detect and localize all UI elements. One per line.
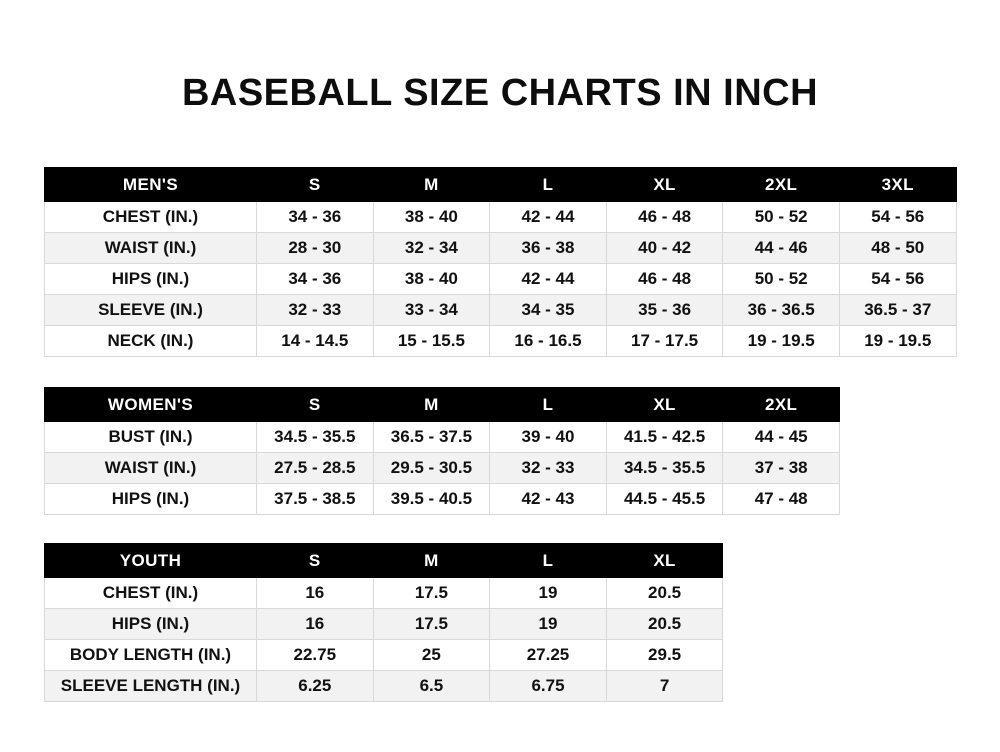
youth-table-wrapper — [44, 543, 956, 702]
mens-header-m: M — [373, 168, 490, 202]
table-cell: 36.5 - 37 — [839, 295, 956, 326]
row-label: SLEEVE LENGTH (IN.) — [45, 671, 257, 702]
table-header-row — [45, 168, 957, 202]
table-cell: 48 - 50 — [839, 233, 956, 264]
table-cell: 54 - 56 — [839, 264, 956, 295]
womens-size-table — [44, 387, 840, 515]
table-cell: 47 - 48 — [723, 484, 840, 515]
youth-header-l: L — [490, 544, 607, 578]
table-cell: 6.75 — [490, 671, 607, 702]
table-cell: 44 - 46 — [723, 233, 840, 264]
table-cell: 42 - 43 — [490, 484, 607, 515]
row-label: BODY LENGTH (IN.) — [45, 640, 257, 671]
row-label: HIPS (IN.) — [45, 484, 257, 515]
table-cell: 35 - 36 — [606, 295, 723, 326]
table-header-row — [45, 544, 723, 578]
table-row — [45, 640, 723, 671]
tables-container — [0, 167, 1000, 702]
mens-size-table — [44, 167, 957, 357]
table-cell: 37.5 - 38.5 — [257, 484, 374, 515]
page-title: BASEBALL SIZE CHARTS IN INCH — [181, 72, 819, 114]
mens-header-l: L — [490, 168, 607, 202]
mens-header-3xl: 3XL — [839, 168, 956, 202]
mens-header-category: MEN'S — [45, 168, 257, 202]
table-cell: 32 - 34 — [373, 233, 490, 264]
table-row — [45, 202, 957, 233]
table-cell: 20.5 — [606, 578, 723, 609]
table-cell: 34 - 36 — [257, 264, 374, 295]
table-cell: 50 - 52 — [723, 202, 840, 233]
table-cell: 40 - 42 — [606, 233, 723, 264]
table-cell: 19 — [490, 609, 607, 640]
table-cell: 32 - 33 — [490, 453, 607, 484]
womens-table-wrapper — [44, 387, 956, 515]
row-label: WAIST (IN.) — [45, 233, 257, 264]
mens-header-s: S — [257, 168, 374, 202]
table-cell: 33 - 34 — [373, 295, 490, 326]
row-label: NECK (IN.) — [45, 326, 257, 357]
row-label: CHEST (IN.) — [45, 578, 257, 609]
table-cell: 27.5 - 28.5 — [257, 453, 374, 484]
table-row — [45, 671, 723, 702]
table-cell: 38 - 40 — [373, 202, 490, 233]
womens-header-m: M — [373, 388, 490, 422]
womens-header-s: S — [257, 388, 374, 422]
table-cell: 14 - 14.5 — [257, 326, 374, 357]
table-cell: 42 - 44 — [490, 264, 607, 295]
table-cell: 22.75 — [257, 640, 374, 671]
row-label: SLEEVE (IN.) — [45, 295, 257, 326]
table-cell: 46 - 48 — [606, 264, 723, 295]
table-cell: 19 - 19.5 — [723, 326, 840, 357]
table-row — [45, 264, 957, 295]
table-cell: 6.25 — [257, 671, 374, 702]
table-row — [45, 295, 957, 326]
table-cell: 34.5 - 35.5 — [606, 453, 723, 484]
womens-header-category: WOMEN'S — [45, 388, 257, 422]
table-cell: 42 - 44 — [490, 202, 607, 233]
table-row — [45, 578, 723, 609]
table-cell: 28 - 30 — [257, 233, 374, 264]
table-cell: 44 - 45 — [723, 422, 840, 453]
table-cell: 20.5 — [606, 609, 723, 640]
row-label: BUST (IN.) — [45, 422, 257, 453]
table-cell: 54 - 56 — [839, 202, 956, 233]
table-cell: 34.5 - 35.5 — [257, 422, 374, 453]
table-cell: 17.5 — [373, 609, 490, 640]
youth-header-xl: XL — [606, 544, 723, 578]
table-cell: 27.25 — [490, 640, 607, 671]
table-cell: 36 - 36.5 — [723, 295, 840, 326]
table-cell: 39 - 40 — [490, 422, 607, 453]
row-label: HIPS (IN.) — [45, 264, 257, 295]
table-row — [45, 326, 957, 357]
table-cell: 36.5 - 37.5 — [373, 422, 490, 453]
youth-header-m: M — [373, 544, 490, 578]
table-cell: 16 — [257, 609, 374, 640]
table-cell: 39.5 - 40.5 — [373, 484, 490, 515]
table-cell: 15 - 15.5 — [373, 326, 490, 357]
table-row — [45, 453, 840, 484]
table-cell: 17.5 — [373, 578, 490, 609]
mens-header-2xl: 2XL — [723, 168, 840, 202]
table-cell: 25 — [373, 640, 490, 671]
mens-header-xl: XL — [606, 168, 723, 202]
table-row — [45, 422, 840, 453]
table-cell: 46 - 48 — [606, 202, 723, 233]
table-cell: 6.5 — [373, 671, 490, 702]
table-cell: 16 — [257, 578, 374, 609]
table-row — [45, 233, 957, 264]
table-cell: 16 - 16.5 — [490, 326, 607, 357]
table-cell: 29.5 - 30.5 — [373, 453, 490, 484]
table-row — [45, 484, 840, 515]
womens-header-2xl: 2XL — [723, 388, 840, 422]
table-cell: 44.5 - 45.5 — [606, 484, 723, 515]
womens-header-xl: XL — [606, 388, 723, 422]
table-cell: 37 - 38 — [723, 453, 840, 484]
youth-header-s: S — [257, 544, 374, 578]
table-cell: 19 — [490, 578, 607, 609]
table-cell: 36 - 38 — [490, 233, 607, 264]
row-label: HIPS (IN.) — [45, 609, 257, 640]
row-label: CHEST (IN.) — [45, 202, 257, 233]
table-row — [45, 609, 723, 640]
table-cell: 34 - 35 — [490, 295, 607, 326]
table-header-row — [45, 388, 840, 422]
table-cell: 17 - 17.5 — [606, 326, 723, 357]
womens-header-l: L — [490, 388, 607, 422]
table-cell: 38 - 40 — [373, 264, 490, 295]
youth-size-table — [44, 543, 723, 702]
table-cell: 50 - 52 — [723, 264, 840, 295]
table-cell: 19 - 19.5 — [839, 326, 956, 357]
row-label: WAIST (IN.) — [45, 453, 257, 484]
table-cell: 29.5 — [606, 640, 723, 671]
table-cell: 41.5 - 42.5 — [606, 422, 723, 453]
table-cell: 32 - 33 — [257, 295, 374, 326]
table-cell: 34 - 36 — [257, 202, 374, 233]
table-cell: 7 — [606, 671, 723, 702]
youth-header-category: YOUTH — [45, 544, 257, 578]
